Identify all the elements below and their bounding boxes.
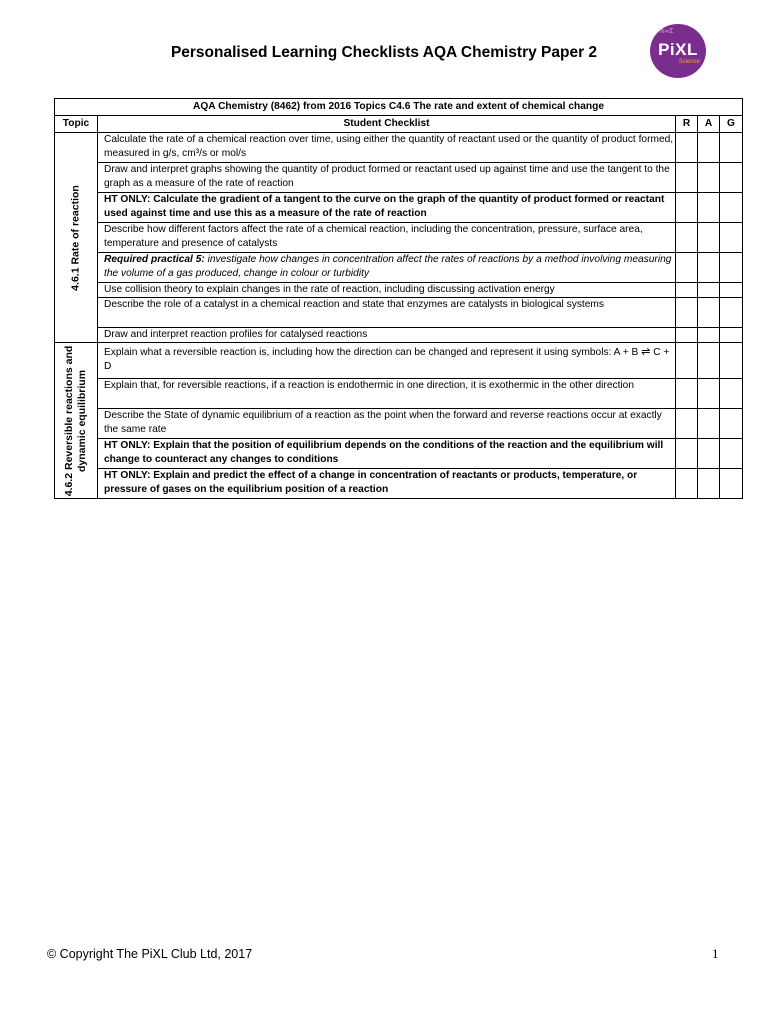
col-header-r: R (676, 116, 698, 133)
table-row (55, 163, 743, 193)
checklist-item: Explain that, for reversible reactions, if a reaction is endothermic in one direction, it is exothermic in the other direction (98, 379, 676, 409)
topic-cell-equilibrium (55, 343, 98, 499)
rag-cell-g[interactable] (720, 379, 743, 409)
rag-cell-g[interactable] (720, 343, 743, 379)
rag-cell-g[interactable] (720, 223, 743, 253)
rag-cell-a[interactable] (698, 163, 720, 193)
topic-label-rate: 4.6.1 Rate of reaction (69, 184, 82, 291)
required-practical-label: Required practical 5: (104, 254, 205, 265)
equation-rhs: C + D (104, 347, 670, 372)
table-row (55, 328, 743, 343)
rag-cell-r[interactable] (676, 193, 698, 223)
table-caption: AQA Chemistry (8462) from 2016 Topics C4.6 The rate and extent of chemical change (55, 99, 743, 116)
table-row (55, 283, 743, 298)
rag-cell-a[interactable] (698, 469, 720, 499)
table-row (55, 343, 743, 379)
rag-cell-g[interactable] (720, 193, 743, 223)
rag-cell-a[interactable] (698, 379, 720, 409)
rag-cell-a[interactable] (698, 193, 720, 223)
rag-cell-g[interactable] (720, 283, 743, 298)
rag-cell-g[interactable] (720, 253, 743, 283)
checklist-item: Draw and interpret reaction profiles for catalysed reactions (98, 328, 676, 343)
checklist-table (54, 98, 743, 499)
col-header-checklist: Student Checklist (98, 116, 676, 133)
page-number: 1 (712, 946, 719, 961)
rag-cell-g[interactable] (720, 328, 743, 343)
checklist-item: HT ONLY: Calculate the gradient of a tangent to the curve on the graph of the quantity of product formed or reactant used against time and use this as a measure of the rate of reaction (98, 193, 676, 223)
reversible-arrow-icon: ⇌ (641, 346, 651, 358)
checklist-item: Calculate the rate of a chemical reaction over time, using either the quantity of reactant used or the quantity of product formed, measured in g/s, cm³/s or mol/s (98, 133, 676, 163)
rag-cell-r[interactable] (676, 379, 698, 409)
checklist-item: Describe the State of dynamic equilibrium of a reaction as the point when the forward and reverse reactions occur at exactly the same rate (98, 409, 676, 439)
checklist-item: Use collision theory to explain changes in the rate of reaction, including discussing activation energy (98, 283, 676, 298)
checklist-item: HT ONLY: Explain that the position of equilibrium depends on the conditions of the reaction and the equilibrium will change to counteract any changes to conditions (98, 439, 676, 469)
rag-cell-a[interactable] (698, 298, 720, 328)
rag-cell-r[interactable] (676, 253, 698, 283)
topic-label-line1: 4.6.2 Reversible reactions and (63, 345, 75, 496)
checklist-item: HT ONLY: Explain and predict the effect of a change in concentration of reactants or products, temperature, or pressure of gases on the equilibrium position of a reaction (98, 469, 676, 499)
rag-cell-g[interactable] (720, 133, 743, 163)
pixl-logo (650, 24, 706, 78)
rag-cell-g[interactable] (720, 163, 743, 193)
rag-cell-a[interactable] (698, 283, 720, 298)
col-header-a: A (698, 116, 720, 133)
topic-label-equilibrium (63, 345, 89, 496)
table-row (55, 379, 743, 409)
rag-cell-r[interactable] (676, 283, 698, 298)
page-title: Personalised Learning Checklists AQA Chemistry Paper 2 (170, 44, 598, 61)
rag-cell-r[interactable] (676, 409, 698, 439)
checklist-item: Draw and interpret graphs showing the quantity of product formed or reactant used up against time and use the tangent to the graph as a measure of the rate of reaction (98, 163, 676, 193)
logo-wordmark: PiXL (658, 40, 698, 59)
rag-cell-r[interactable] (676, 469, 698, 499)
rag-cell-a[interactable] (698, 328, 720, 343)
rag-cell-r[interactable] (676, 298, 698, 328)
checklist-item: Describe the role of a catalyst in a chemical reaction and state that enzymes are catalysts in biological systems (98, 298, 676, 328)
logo-subtitle: Science (678, 59, 700, 65)
rag-cell-a[interactable] (698, 343, 720, 379)
checklist-item (98, 343, 676, 379)
col-header-topic: Topic (55, 116, 98, 133)
topic-label-line2: dynamic equilibrium (76, 369, 88, 472)
rag-cell-r[interactable] (676, 328, 698, 343)
table-row (55, 409, 743, 439)
copyright-notice: © Copyright The PiXL Club Ltd, 2017 (47, 947, 253, 961)
table-row (55, 439, 743, 469)
rag-cell-r[interactable] (676, 163, 698, 193)
rag-cell-g[interactable] (720, 439, 743, 469)
rag-cell-r[interactable] (676, 343, 698, 379)
rag-cell-g[interactable] (720, 298, 743, 328)
rag-cell-a[interactable] (698, 223, 720, 253)
checklist-item: Describe how different factors affect the rate of a chemical reaction, including the concentration, pressure, surface area, temperature and presence of catalysts (98, 223, 676, 253)
rag-cell-g[interactable] (720, 469, 743, 499)
required-practical-text: investigate how changes in concentration affect the rates of reactions by a method involving measuring the volume of a gas produced, change in colour or turbidity (104, 254, 672, 279)
checklist-item (98, 253, 676, 283)
table-row (55, 133, 743, 163)
rag-cell-r[interactable] (676, 133, 698, 163)
rag-cell-r[interactable] (676, 223, 698, 253)
table-row (55, 253, 743, 283)
rag-cell-a[interactable] (698, 253, 720, 283)
rag-cell-r[interactable] (676, 439, 698, 469)
col-header-g: G (720, 116, 743, 133)
table-row (55, 298, 743, 328)
table-row (55, 223, 743, 253)
logo-glyphs: %∞Σ (658, 28, 674, 35)
checklist-text: Explain what a reversible reaction is, including how the direction can be changed and represent it using symbols: (104, 347, 614, 358)
rag-cell-a[interactable] (698, 133, 720, 163)
rag-cell-a[interactable] (698, 409, 720, 439)
rag-cell-g[interactable] (720, 409, 743, 439)
equation-lhs: A + B (613, 347, 642, 358)
table-row (55, 469, 743, 499)
table-row (55, 193, 743, 223)
topic-cell-rate (55, 133, 98, 343)
rag-cell-a[interactable] (698, 439, 720, 469)
